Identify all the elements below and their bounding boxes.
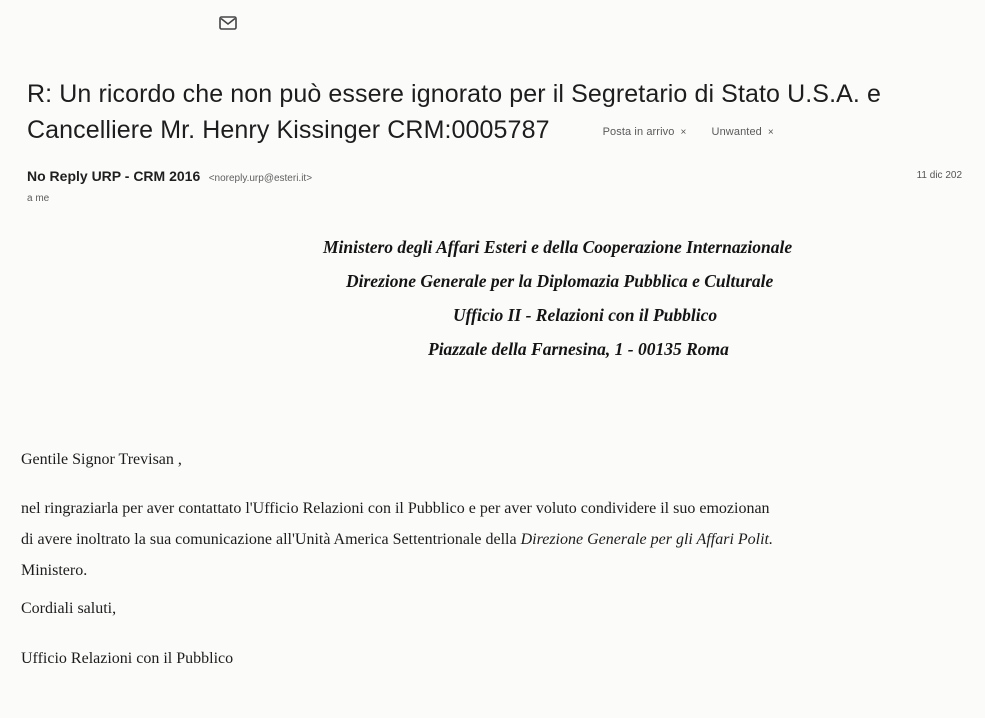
signature: Ufficio Relazioni con il Pubblico	[21, 650, 234, 667]
label-unwanted[interactable]	[712, 126, 774, 138]
label-inbox[interactable]	[603, 126, 690, 138]
email-date: 11 dic 202	[916, 170, 962, 181]
body-line-2	[21, 524, 985, 555]
body-line-1: nel ringraziarla per aver contattato l'Ufficio Relazioni con il Pubblico e per aver voluto condividere il suo emozionan	[21, 500, 770, 517]
label-inbox-text: Posta in arrivo	[602, 126, 675, 138]
letterhead-directorate: Direzione Generale per la Diplomazia Pubblica e Culturale	[346, 271, 774, 291]
remove-label-unwanted-icon[interactable]: ×	[767, 127, 774, 138]
letterhead-ministry: Ministero degli Affari Esteri e della Cooperazione Internazionale	[323, 237, 793, 257]
recipient-dropdown[interactable]: a me	[27, 193, 50, 204]
label-unwanted-text: Unwanted	[711, 126, 762, 138]
remove-label-inbox-icon[interactable]: ×	[680, 127, 687, 138]
body-paragraph	[21, 493, 985, 586]
letterhead	[250, 230, 985, 366]
letterhead-office: Ufficio II - Relazioni con il Pubblico	[453, 305, 718, 325]
email-subject	[27, 76, 967, 151]
body-line-3: Ministero.	[21, 562, 88, 579]
body-line-2-italic: Direzione Generale per gli Affari Polit.	[520, 531, 773, 548]
sender-name[interactable]: No Reply URP - CRM 2016	[27, 168, 201, 184]
closing: Cordiali saluti,	[21, 600, 117, 617]
envelope-icon[interactable]	[219, 16, 237, 30]
letterhead-address: Piazzale della Farnesina, 1 - 00135 Roma	[428, 339, 729, 359]
sender-row	[27, 168, 962, 188]
body-line-2-text: di avere inoltrato la sua comunicazione all'Unità America Settentrionale della	[21, 531, 521, 548]
sender-email: <noreply.urp@esteri.it>	[208, 173, 313, 184]
greeting: Gentile Signor Trevisan ,	[21, 451, 182, 468]
email-subject-text: R: Un ricordo che non può essere ignorato per il Segretario di Stato U.S.A. e Cancelliere Mr. Henry Kissinger CRM:0005787	[27, 80, 881, 144]
label-list	[603, 126, 796, 138]
